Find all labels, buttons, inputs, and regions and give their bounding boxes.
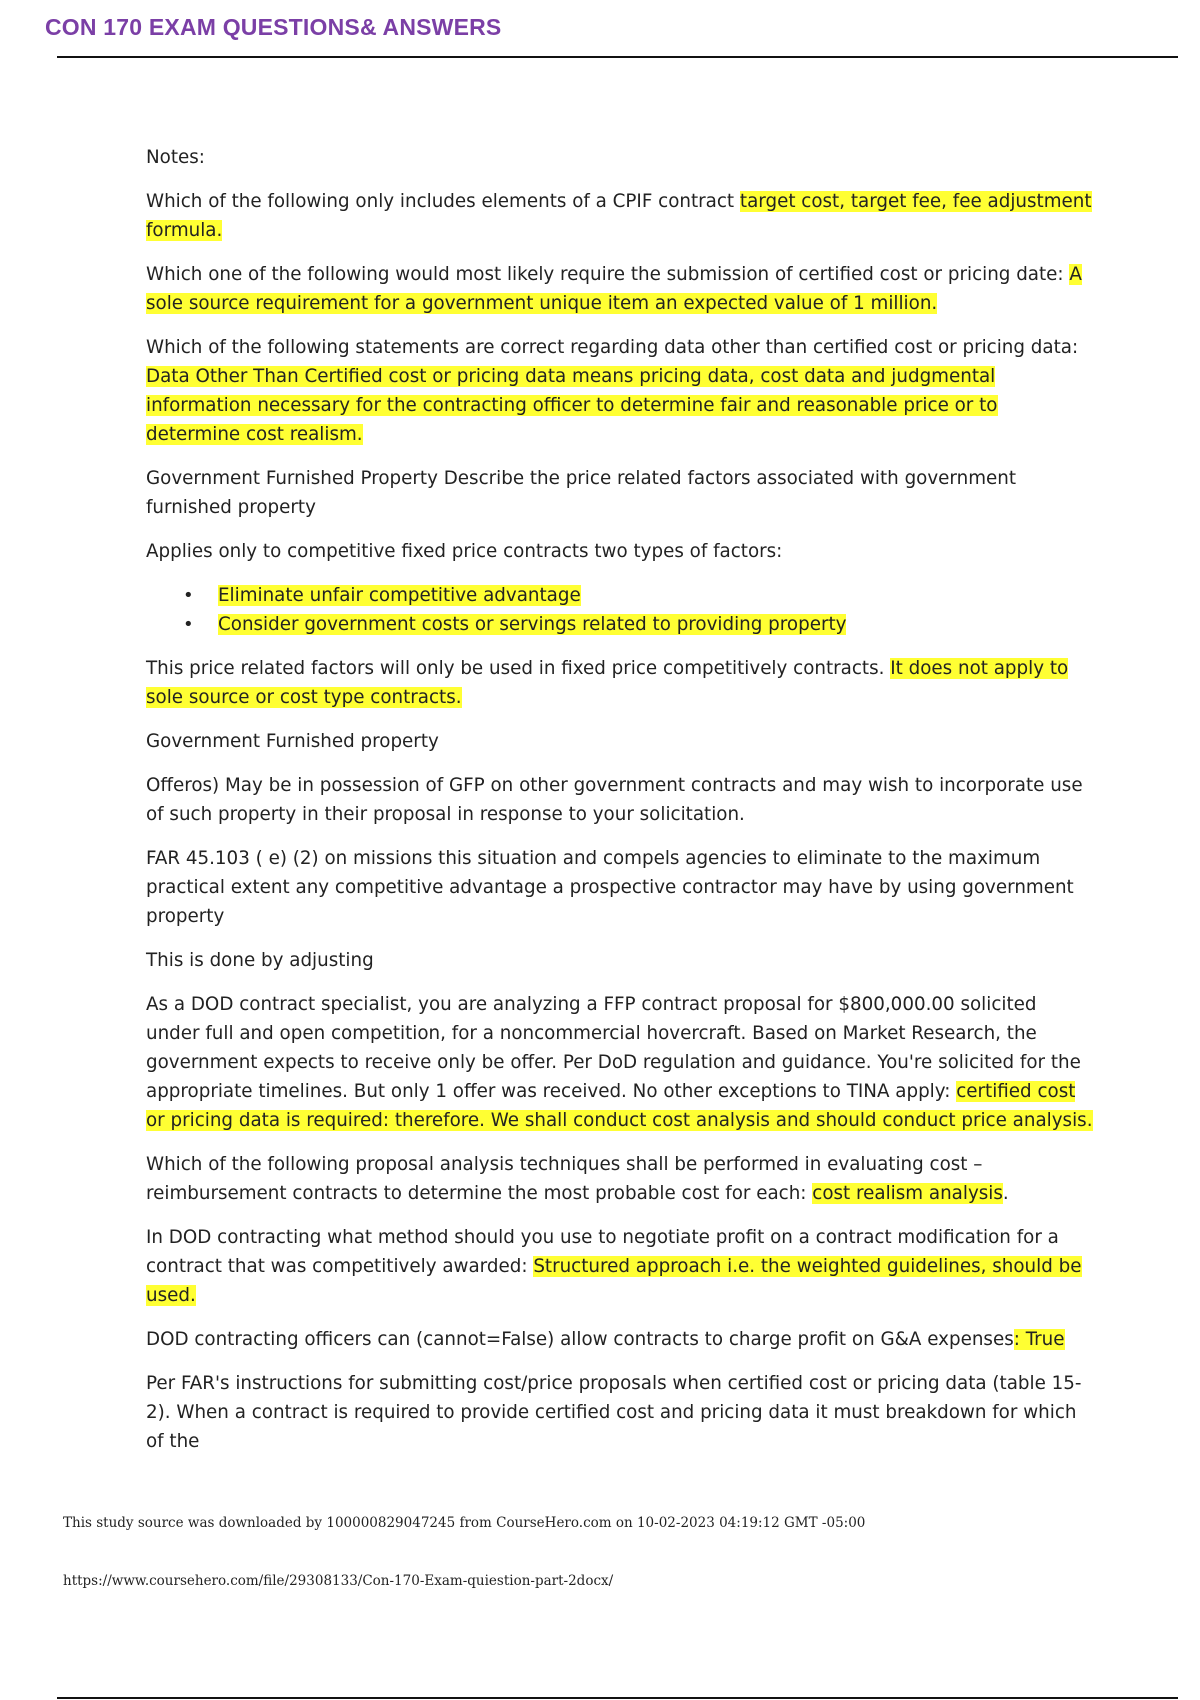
question-other-data [146,333,1094,449]
header-divider [57,56,1178,58]
question-ga-profit [146,1325,1094,1354]
question-tail: . [1002,1183,1009,1204]
price-factors-text [146,654,1094,712]
question-text: In DOD contracting what method should you use to negotiate profit on a contract modification for a contract that was competitively awarded: [146,1227,1059,1277]
answer-highlight: Data Other Than Certified cost or pricing data means pricing data, cost data and judgmental information necessary for the contracting officer to determine fair and reasonable price or to determine cost realism. [146,366,998,445]
adjusting-text: This is done by adjusting [146,950,374,971]
list-item [218,610,1094,639]
question-certified-cost [146,260,1094,318]
answer-highlight: target cost, target fee, fee adjustment formula. [146,191,1092,241]
factor-text: Eliminate unfair competitive advantage [218,585,581,606]
answer-highlight: It does not apply to sole source or cost type contracts. [146,658,1069,708]
document-title: CON 170 EXAM QUESTIONS& ANSWERS [45,14,502,40]
applies-text: Applies only to competitive fixed price contracts two types of factors: [146,541,783,562]
question-text: DOD contracting officers can (cannot=False) allow contracts to charge profit on G&A expenses [146,1329,1014,1350]
list-item [218,581,1094,610]
far-text: FAR 45.103 ( e) (2) on missions this situation and compels agencies to eliminate to the maximum practical extent any competitive advantage a prospective contractor may have by using government property [146,848,1074,927]
answer-highlight: certified cost or pricing data is required: therefore. We shall conduct cost analysis and should conduct price analysis. [146,1081,1093,1131]
answer-highlight: Structured approach i.e. the weighted guidelines, should be used. [146,1256,1082,1306]
download-note: This study source was downloaded by 100000829047245 from CourseHero.com on 10-02-2023 04:19:12 GMT -05:00 [63,1515,866,1531]
answer-highlight: cost realism analysis [812,1183,1003,1204]
gfp-description: Government Furnished Property Describe the price related factors associated with government furnished property [146,468,1017,518]
answer-highlight: : True [1013,1329,1065,1350]
question-text: This price related factors will only be used in fixed price competitively contracts. [146,658,891,679]
notes-label: Notes: [146,147,205,168]
question-far-instructions: Per FAR's instructions for submitting cost/price proposals when certified cost or pricing data (table 15-2). When a contract is required to provide certified cost and pricing data it must breakdown for which of the [146,1373,1082,1452]
gfp-heading: Government Furnished property [146,731,439,752]
source-url: https://www.coursehero.com/file/29308133/Con-170-Exam-quiestion-part-2docx/ [63,1573,614,1589]
offerors-text: Offeros) May be in possession of GFP on other government contracts and may wish to incorporate use of such property in their proposal in response to your solicitation. [146,775,1083,825]
factors-list [146,581,1094,639]
document-body [146,143,1094,1471]
question-cpif [146,187,1094,245]
question-analysis-technique [146,1150,1094,1208]
question-text: Which of the following only includes elements of a CPIF contract [146,191,740,212]
answer-highlight: A sole source requirement for a government unique item an expected value of 1 million. [146,264,1082,314]
factor-text: Consider government costs or servings related to providing property [218,614,847,635]
question-text: Which of the following statements are correct regarding data other than certified cost or pricing data: [146,337,1079,358]
question-hovercraft [146,990,1094,1135]
question-text: Which of the following proposal analysis techniques shall be performed in evaluating cost – reimbursement contracts to determine the most probable cost for each: [146,1154,983,1204]
question-text: As a DOD contract specialist, you are analyzing a FFP contract proposal for $800,000.00 solicited under full and open competition, for a noncommercial hovercraft. Based on Market Research, the government expects to receive only be offer. Per DoD regulation and guidance. You're solicited for the appropriate timelines. But only 1 offer was received. No other exceptions to TINA apply: [146,994,1081,1102]
footer-divider [57,1697,1178,1699]
question-text: Which one of the following would most likely require the submission of certified cost or pricing date: [146,264,1070,285]
question-profit-method [146,1223,1094,1310]
